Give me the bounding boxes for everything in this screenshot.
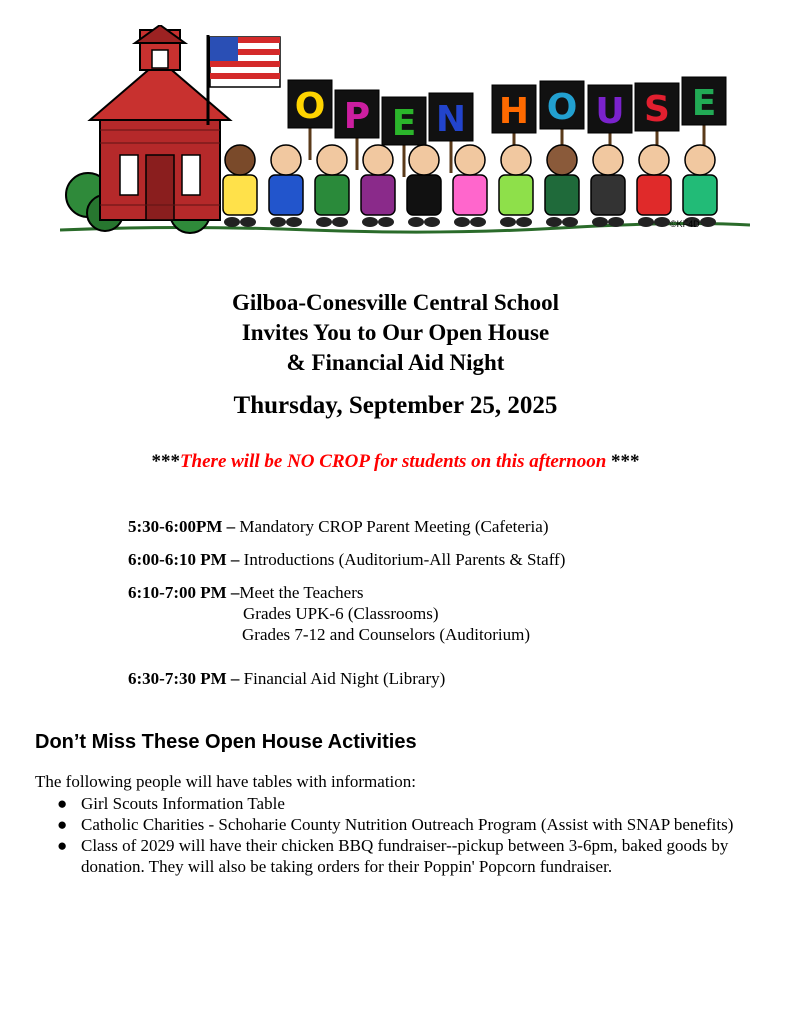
list-item xyxy=(57,814,781,835)
svg-text:P: P xyxy=(343,96,371,137)
child-figure xyxy=(591,145,625,227)
title-line-2: Invites You to Our Open House xyxy=(241,320,550,345)
schedule-item xyxy=(128,549,565,570)
list-item-text: Class of 2029 will have their chicken BBQ fundraiser--pickup between 3-6pm, baked goods by donation. They will also be taking orders for their Poppin' Popcorn fundraiser. xyxy=(81,836,729,876)
schedule-desc: Financial Aid Night (Library) xyxy=(239,669,446,688)
list-item xyxy=(57,835,781,877)
activities-heading: Don’t Miss These Open House Activities xyxy=(35,731,417,753)
title-line-3: & Financial Aid Night xyxy=(286,350,505,375)
svg-text:E: E xyxy=(391,103,417,144)
schedule-item xyxy=(128,516,549,537)
schedule-item xyxy=(128,582,530,645)
bullet-icon: ● xyxy=(57,815,68,834)
svg-text:H: H xyxy=(498,91,530,132)
svg-text:O: O xyxy=(546,87,578,128)
child-figure xyxy=(407,145,441,227)
child-figure xyxy=(223,145,257,227)
child-figure xyxy=(361,145,395,227)
schedule-subitem: Grades UPK-6 (Classrooms) xyxy=(243,604,439,623)
schedule-desc: Introductions (Auditorium-All Parents & Staff) xyxy=(239,550,566,569)
notice-prefix: *** xyxy=(151,451,180,472)
svg-text:E: E xyxy=(691,83,717,124)
child-figure xyxy=(545,145,579,227)
schedule-item xyxy=(128,668,445,689)
event-date: Thursday, September 25, 2025 xyxy=(233,392,558,419)
schedule-time: 6:00-6:10 PM – xyxy=(128,550,240,569)
list-item xyxy=(57,793,781,814)
bullet-icon: ● xyxy=(57,794,68,813)
title-line-1: Gilboa-Conesville Central School xyxy=(231,290,560,315)
child-figure xyxy=(683,145,717,227)
children-row xyxy=(223,145,717,227)
no-crop-notice xyxy=(0,451,791,473)
schedule-desc: Meet the Teachers xyxy=(239,583,364,602)
schedule-time: 6:30-7:30 PM – xyxy=(128,669,240,688)
child-figure xyxy=(453,145,487,227)
page-title xyxy=(0,288,791,378)
notice-suffix: *** xyxy=(606,451,640,472)
schedule-desc: Mandatory CROP Parent Meeting (Cafeteria) xyxy=(235,517,549,536)
child-figure xyxy=(269,145,303,227)
notice-text: There will be NO CROP for students on this afternoon xyxy=(179,451,607,472)
child-figure xyxy=(637,145,671,227)
svg-text:U: U xyxy=(595,91,625,132)
artist-signature: ©KF4D xyxy=(670,219,700,229)
list-item-text: Girl Scouts Information Table xyxy=(81,794,285,813)
svg-text:S: S xyxy=(644,89,670,130)
activities-list xyxy=(35,793,781,877)
svg-text:N: N xyxy=(435,99,467,140)
activities-intro: The following people will have tables with information: xyxy=(35,772,416,791)
list-item-text: Catholic Charities - Schoharie County Nutrition Outreach Program (Assist with SNAP benefits) xyxy=(81,815,734,834)
bullet-icon: ● xyxy=(57,836,68,855)
svg-text:O: O xyxy=(294,86,326,127)
open-house-banner-illustration xyxy=(60,25,750,260)
child-figure xyxy=(315,145,349,227)
schedule-subitem: Grades 7-12 and Counselors (Auditorium) xyxy=(242,625,531,644)
schedule-time: 5:30-6:00PM – xyxy=(128,517,236,536)
child-figure xyxy=(499,145,533,227)
schedule-time: 6:10-7:00 PM – xyxy=(128,583,240,602)
